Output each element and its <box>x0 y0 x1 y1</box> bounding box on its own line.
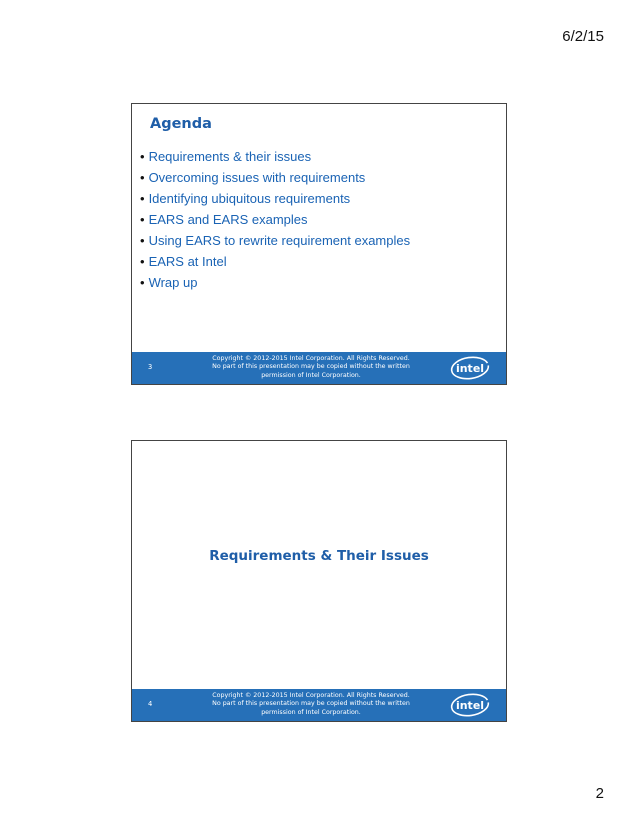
intel-logo-icon <box>450 355 490 381</box>
list-item-text: Identifying ubiquitous requirements <box>148 191 351 206</box>
list-item <box>140 146 410 167</box>
copyright-line: permission of Intel Corporation. <box>261 371 361 379</box>
copyright-line: Copyright © 2012-2015 Intel Corporation. All Rights Reserved. <box>212 692 410 699</box>
list-item-text: Requirements & their issues <box>148 149 312 164</box>
bullet-icon: • <box>140 233 145 248</box>
slide-agenda <box>131 103 507 385</box>
logo-text: intel <box>455 699 485 712</box>
copyright-line: permission of Intel Corporation. <box>261 708 361 716</box>
bullet-icon: • <box>140 212 145 227</box>
bullet-icon: • <box>140 275 145 290</box>
intel-logo-icon <box>450 692 490 718</box>
list-item-text: Wrap up <box>148 275 198 290</box>
list-item <box>140 230 410 251</box>
bullet-icon: • <box>140 254 145 269</box>
slide-footer <box>132 352 506 384</box>
list-item <box>140 251 410 272</box>
list-item <box>140 188 410 209</box>
section-title: Requirements & Their Issues <box>209 548 429 564</box>
list-item-text: Overcoming issues with requirements <box>148 170 366 185</box>
slide-footer <box>132 689 506 721</box>
bullet-icon: • <box>140 149 145 164</box>
page-date: 6/2/15 <box>562 28 604 45</box>
bullet-icon: • <box>140 191 145 206</box>
slide-section <box>131 440 507 722</box>
slide-number: 4 <box>148 700 153 708</box>
list-item <box>140 209 410 230</box>
list-item <box>140 167 410 188</box>
list-item <box>140 272 410 293</box>
page-number: 2 <box>595 785 604 802</box>
agenda-list <box>140 146 410 293</box>
logo-text: intel <box>455 362 485 375</box>
copyright-notice <box>196 355 426 380</box>
copyright-line: No part of this presentation may be copied without the written <box>212 363 410 371</box>
slide-number: 3 <box>148 363 153 371</box>
copyright-notice <box>196 692 426 717</box>
copyright-line: No part of this presentation may be copied without the written <box>212 700 410 708</box>
list-item-text: EARS at Intel <box>148 254 227 269</box>
slide-title: Agenda <box>150 116 212 132</box>
list-item-text: EARS and EARS examples <box>148 212 308 227</box>
bullet-icon: • <box>140 170 145 185</box>
list-item-text: Using EARS to rewrite requirement examples <box>148 233 411 248</box>
copyright-line: Copyright © 2012-2015 Intel Corporation. All Rights Reserved. <box>212 355 410 362</box>
